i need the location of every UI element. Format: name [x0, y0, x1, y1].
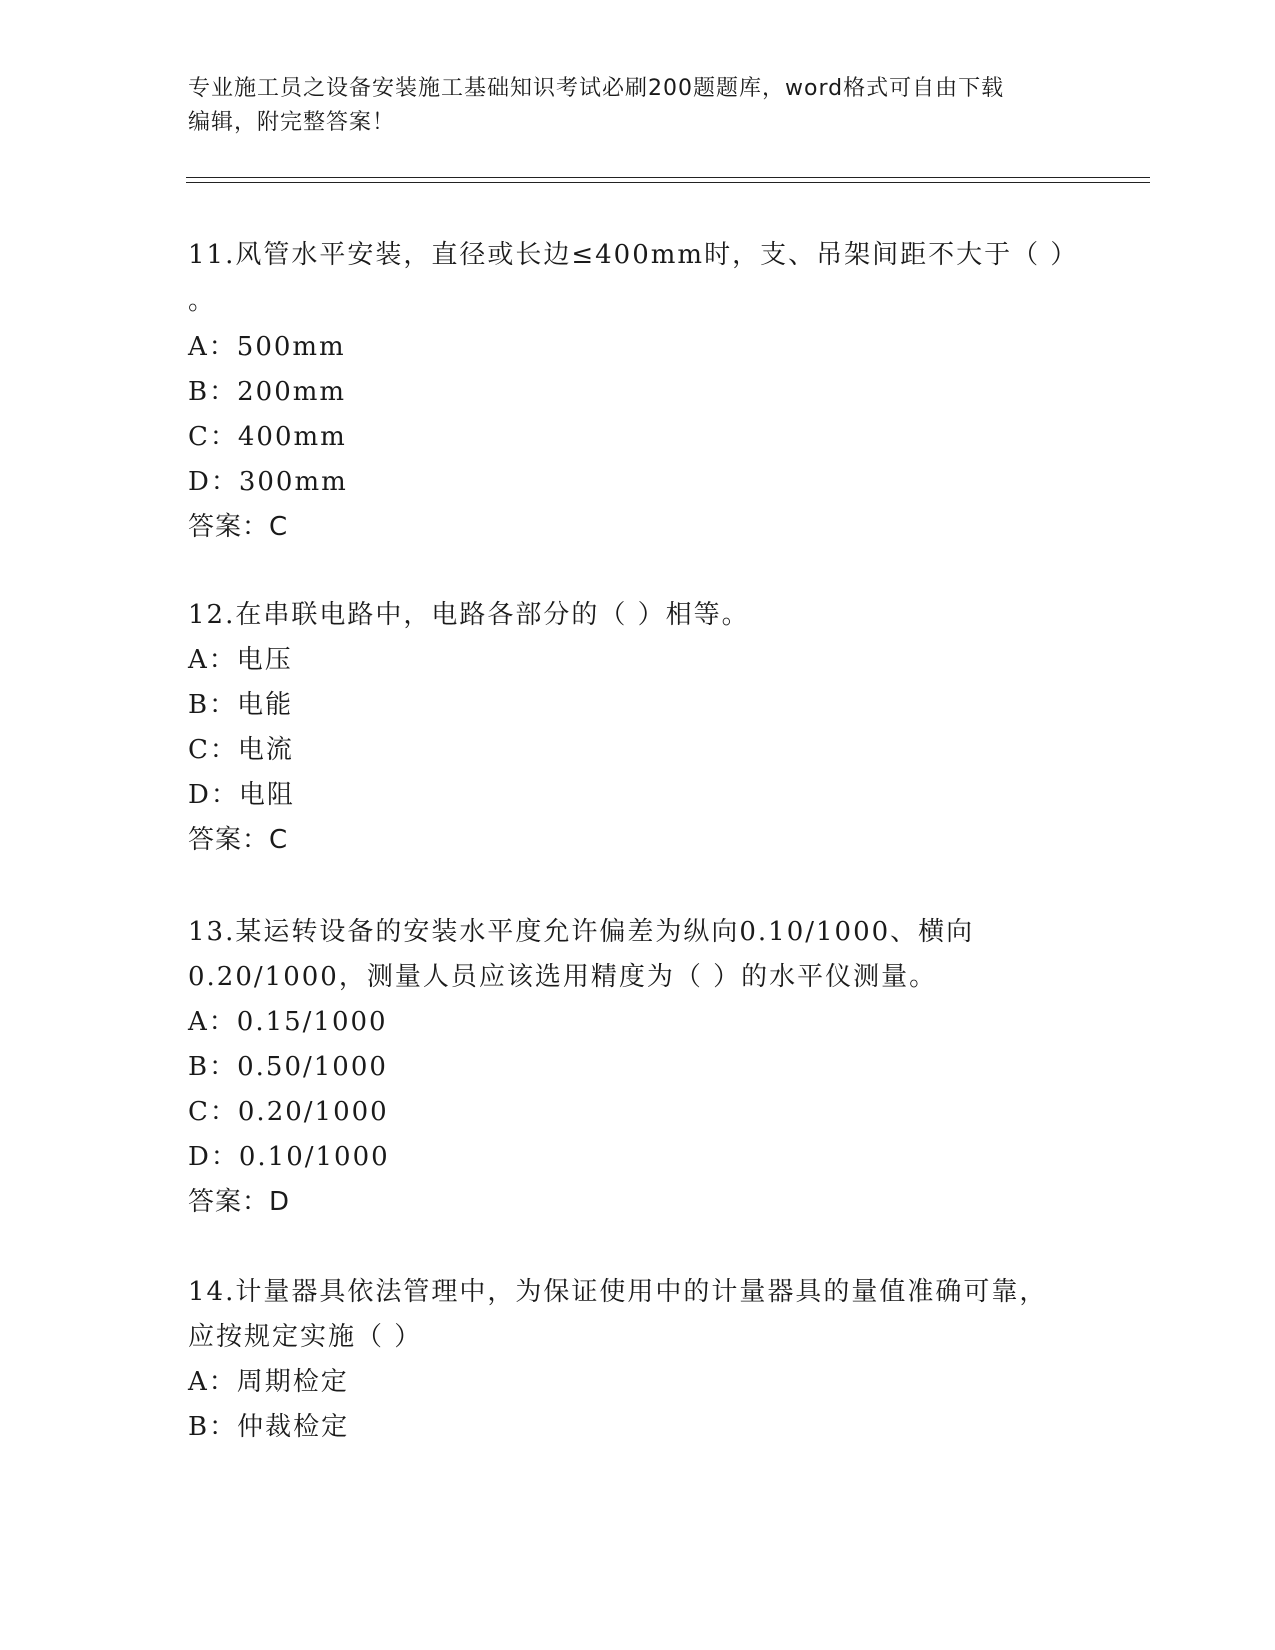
answer: 答案：C — [188, 825, 289, 855]
option-b: B：0.50/1000 — [188, 1052, 388, 1082]
header-rule-bottom — [186, 182, 1150, 183]
option-d: D：300mm — [188, 467, 348, 497]
header-line-1: 专业施工员之设备安装施工基础知识考试必刷200题题库，word格式可自由下载 — [188, 76, 1005, 101]
question-stem: 14.计量器具依法管理中，为保证使用中的计量器具的量值准确可靠， — [188, 1277, 1048, 1307]
option-b: B：仲裁检定 — [188, 1412, 350, 1442]
question-stem-continued: 。 — [188, 286, 217, 316]
document-header — [188, 72, 1068, 140]
option-b: B：电能 — [188, 690, 294, 720]
option-d: D：电阻 — [188, 780, 295, 810]
header-rule-top — [186, 177, 1150, 178]
question-stem-continued: 应按规定实施（ ） — [188, 1322, 423, 1352]
option-a: A：周期检定 — [188, 1367, 349, 1397]
option-c: C：电流 — [188, 735, 294, 765]
option-a: A：500mm — [188, 332, 346, 362]
question-stem-continued: 0.20/1000，测量人员应该选用精度为（ ）的水平仪测量。 — [188, 962, 938, 992]
question-stem: 11.风管水平安装，直径或长边≤400mm时，支、吊架间距不大于（ ） — [188, 240, 1079, 270]
option-c: C：0.20/1000 — [188, 1097, 389, 1127]
option-b: B：200mm — [188, 377, 347, 407]
option-d: D：0.10/1000 — [188, 1142, 390, 1172]
answer: 答案：D — [188, 1187, 291, 1217]
question-stem: 13.某运转设备的安装水平度允许偏差为纵向0.10/1000、横向 — [188, 917, 975, 947]
option-c: C：400mm — [188, 422, 347, 452]
option-a: A：电压 — [188, 645, 293, 675]
option-a: A：0.15/1000 — [188, 1007, 388, 1037]
question-stem: 12.在串联电路中，电路各部分的（ ）相等。 — [188, 600, 750, 630]
answer: 答案：C — [188, 512, 289, 542]
header-line-2: 编辑，附完整答案！ — [188, 110, 396, 135]
